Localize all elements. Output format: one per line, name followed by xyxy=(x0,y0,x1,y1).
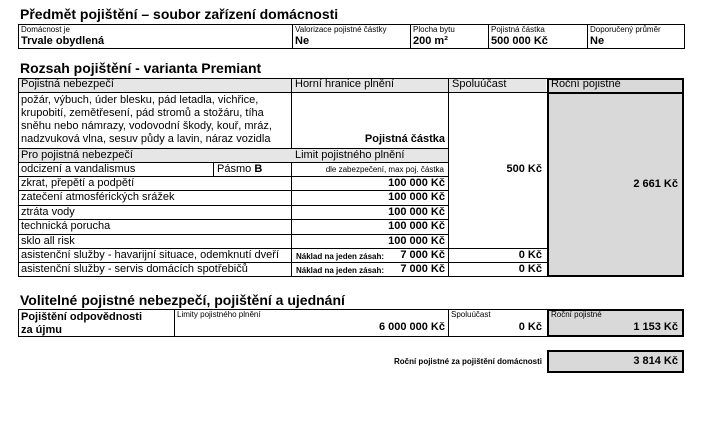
sub-header-limit: Limit pojistného plnění xyxy=(295,149,405,161)
recommended-value: Ne xyxy=(590,35,605,47)
row-label: sklo all risk xyxy=(21,235,75,247)
liability-limit-label: Limity pojistného plnění xyxy=(177,310,261,319)
row-label: zkrat, přepětí a podpětí xyxy=(21,177,135,189)
household-label: Domácnost je xyxy=(21,25,70,34)
area-label: Plocha bytu xyxy=(413,25,455,34)
assistance-label: asistenční služby - havarijní situace, odemknutí dveří xyxy=(21,249,280,261)
row-limit: 100 000 Kč xyxy=(388,177,445,189)
recommended-label: Doporučený průměr xyxy=(590,25,661,34)
perils-line: krupobití, zemětřesení, pád stromů a stožáru, tíha xyxy=(21,107,264,119)
perils-limit: Pojistná částka xyxy=(364,133,445,145)
perils-line: nadzvuková vlna, sesuv půdy a lavin, náraz vozidla xyxy=(21,133,271,145)
assistance-cost-value: 7 000 Kč xyxy=(400,249,445,261)
assistance-label: asistenční služby - servis domácích spotřebičů xyxy=(21,263,248,275)
liability-name xyxy=(21,311,142,337)
assistance-deductible: 0 Kč xyxy=(518,249,542,261)
zone-value: B xyxy=(254,163,263,175)
scope-deductible-value: 500 Kč xyxy=(506,163,542,175)
perils-line: požár, výbuch, úder blesku, pád letadla, vichřice, xyxy=(21,94,259,106)
assistance-cost-label: Náklad na jeden zásah: xyxy=(296,266,385,275)
row-limit: 100 000 Kč xyxy=(388,220,445,232)
total-value: 3 814 Kč xyxy=(633,355,678,367)
header-limit: Horní hranice plnění xyxy=(295,78,395,90)
row-label: ztráta vody xyxy=(21,206,75,218)
liability-deductible-value: 0 Kč xyxy=(518,321,542,333)
area-value: 200 m² xyxy=(413,35,448,47)
assistance-cost-value: 7 000 Kč xyxy=(400,263,445,275)
sum-insured-value: 500 000 Kč xyxy=(491,35,548,47)
sum-insured-label: Pojistná částka xyxy=(491,25,545,34)
row-limit: 100 000 Kč xyxy=(388,235,445,247)
section-title-scope: Rozsah pojištění - varianta Premiant xyxy=(20,60,262,76)
row-label: zatečení atmosférických srážek xyxy=(21,191,175,203)
valorization-label: Valorizace pojistné částky xyxy=(295,25,387,34)
household-value: Trvale obydlená xyxy=(21,35,105,47)
zone xyxy=(217,163,262,175)
vandalism-limit-note: dle zabezpečení, max poj. částka xyxy=(325,165,444,174)
liability-name-line2: za újmu xyxy=(21,324,62,336)
liability-premium-value: 1 153 Kč xyxy=(633,321,678,333)
row-limit: 100 000 Kč xyxy=(388,206,445,218)
header-premium: Roční pojistné xyxy=(551,78,621,90)
header-deductible: Spoluúčast xyxy=(452,78,507,90)
total-label: Roční pojistné za pojištění domácnosti xyxy=(393,357,542,366)
assistance-deductible: 0 Kč xyxy=(518,263,542,275)
liability-deductible-label: Spoluúčast xyxy=(451,310,491,319)
valorization-value: Ne xyxy=(295,35,310,47)
assistance-cost-label: Náklad na jeden zásah: xyxy=(296,252,385,261)
liability-limit-value: 6 000 000 Kč xyxy=(378,321,445,333)
liability-premium-label: Roční pojistné xyxy=(551,310,602,319)
liability-name-line1: Pojištění odpovědnosti xyxy=(21,311,143,323)
row-label: technická porucha xyxy=(21,220,111,232)
premium-value: 2 661 Kč xyxy=(633,178,678,190)
section-title-subject: Předmět pojištění – soubor zařízení domácnosti xyxy=(20,6,339,22)
header-risk: Pojistná nebezpečí xyxy=(21,78,114,90)
perils-line: sněhu nebo námrazy, vodovodní škody, kouř, mráz, xyxy=(21,120,272,132)
sub-header-risk: Pro pojistná nebezpečí xyxy=(21,149,133,161)
section-title-optional: Volitelné pojistné nebezpečí, pojištění a ujednání xyxy=(20,292,345,308)
vandalism-label: odcizení a vandalismus xyxy=(21,163,136,175)
zone-label: Pásmo xyxy=(217,163,252,175)
perils-list xyxy=(21,94,272,146)
row-limit: 100 000 Kč xyxy=(388,191,445,203)
